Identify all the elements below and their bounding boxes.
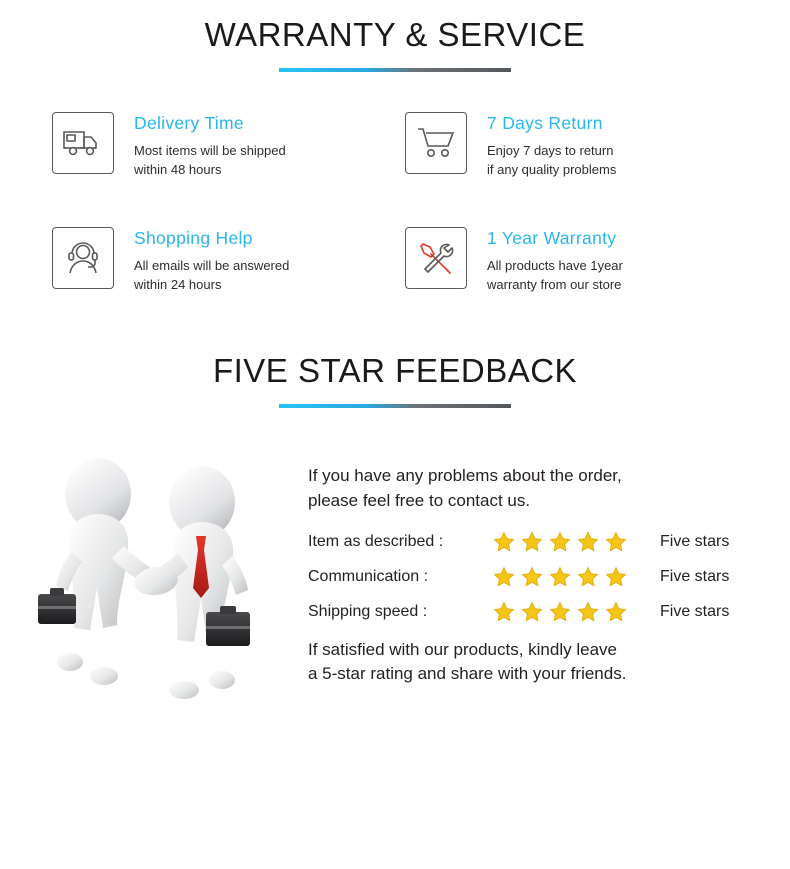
rating-value: Five stars [660,567,730,585]
feature-title: 1 Year Warranty [487,228,617,249]
feedback-tail [308,638,778,687]
rating-value: Five stars [660,532,730,550]
star-rating-icons [492,600,660,624]
star-icon [604,600,628,624]
star-icon [520,600,544,624]
feature-desc-line2: if any quality problems [487,161,617,177]
star-icon [520,530,544,554]
star-icon [492,565,516,589]
feedback-title-divider [279,404,511,408]
feedback-lead-line1: If you have any problems about the order, [308,466,622,486]
feature-delivery-time [52,112,389,179]
warranty-heading-section [0,0,790,72]
feature-desc-line1: Most items will be shipped [134,143,286,159]
feature-title: Shopping Help [134,228,253,249]
feedback-title: FIVE STAR FEEDBACK [212,352,578,390]
feature-text [134,227,289,294]
rating-label: Communication : [308,567,429,585]
feature-text [487,112,616,179]
headset-support-icon [52,227,114,289]
features-grid [0,112,790,294]
rating-row-communication [308,565,778,589]
feature-text [134,112,286,179]
tools-wrench-screwdriver-icon [405,227,467,289]
feature-one-year-warranty [405,227,742,294]
title-divider [279,68,511,72]
feedback-tail-line1: If satisfied with our products, kindly leave [308,639,617,659]
star-rating-icons [492,530,660,554]
handshake-3d-figures-image [6,436,302,728]
star-icon [576,530,600,554]
feature-title: 7 Days Return [487,113,603,133]
star-icon [576,565,600,589]
feedback-text-block [308,464,778,687]
star-icon [576,600,600,624]
truck-icon [52,112,114,174]
feature-desc-line2: warranty from our store [487,276,622,292]
star-icon [548,565,572,589]
feature-desc-line1: All products have 1year [487,258,623,274]
star-icon [548,600,572,624]
feedback-body [0,436,790,736]
rating-label: Item as described : [308,532,444,550]
shopping-cart-icon [405,112,467,174]
feedback-heading-section [0,338,790,408]
feature-title: Delivery Time [134,113,244,133]
rating-row-shipping-speed [308,600,778,624]
feedback-tail-line2: a 5-star rating and share with your friends. [308,664,627,684]
star-icon [492,600,516,624]
feature-text [487,227,623,294]
rating-label: Shipping speed : [308,602,428,620]
star-icon [604,565,628,589]
feedback-lead-line2: please feel free to contact us. [308,490,531,510]
star-icon [604,530,628,554]
rating-row-item-as-described [308,530,778,554]
feature-seven-days-return [405,112,742,179]
feature-desc-line1: All emails will be answered [134,258,290,274]
star-icon [520,565,544,589]
star-icon [492,530,516,554]
page-title: WARRANTY & SERVICE [204,16,586,53]
feature-desc-line2: within 48 hours [134,161,222,177]
feature-shopping-help [52,227,389,294]
feature-desc-line1: Enjoy 7 days to return [487,143,614,159]
star-icon [548,530,572,554]
star-rating-icons [492,565,660,589]
feedback-lead [308,464,778,513]
rating-value: Five stars [660,602,730,620]
feature-desc-line2: within 24 hours [134,276,222,292]
